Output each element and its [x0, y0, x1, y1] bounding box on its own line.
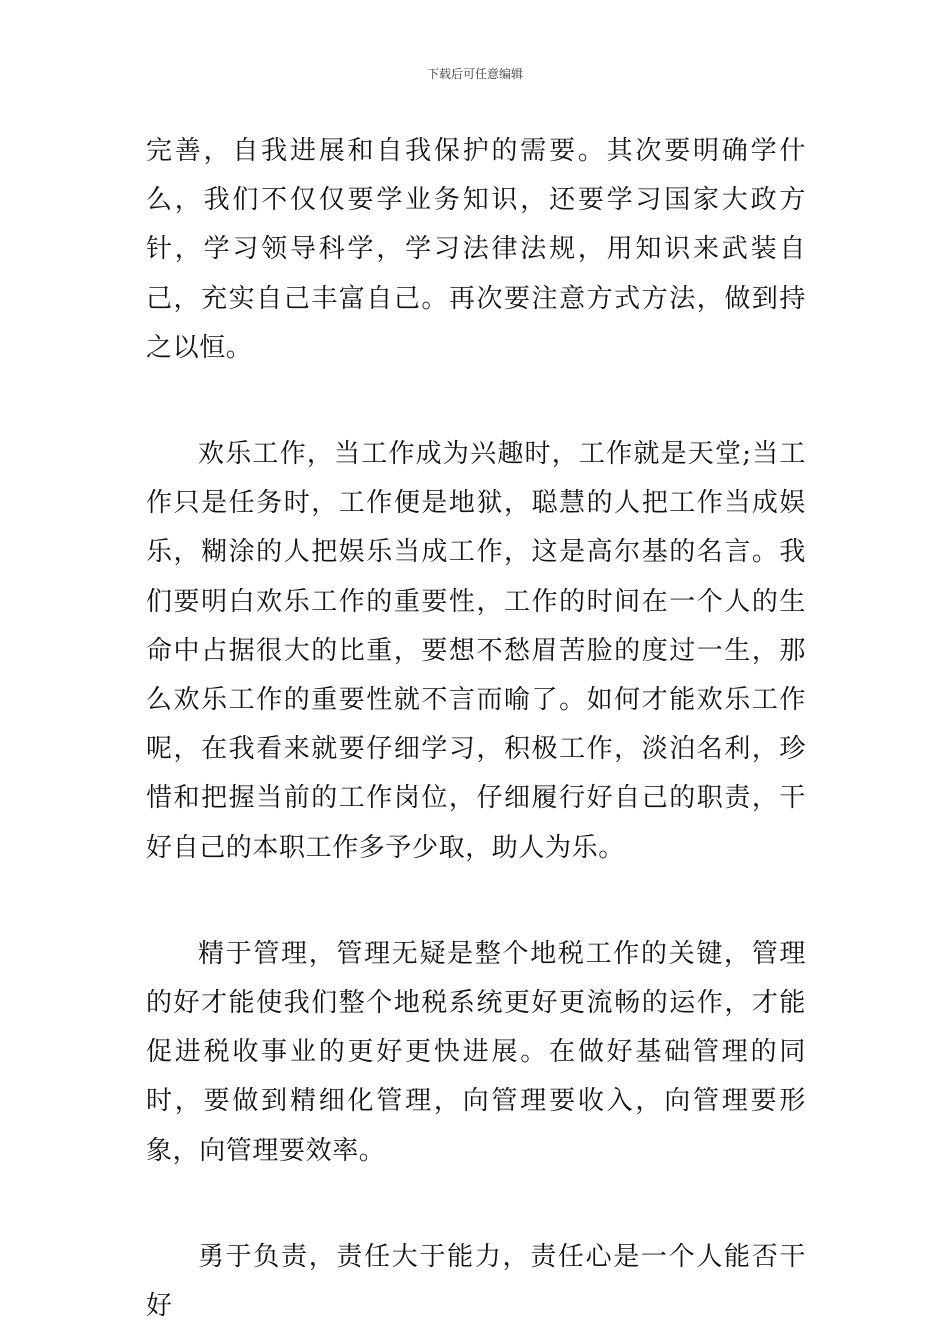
- page-header: 下载后可任意编辑: [426, 67, 523, 81]
- paragraph-1: 完善，自我进展和自我保护的需要。其次要明确学什么，我们不仅仅要学业务知识，还要学习国家大政方针，学习领导科学，学习法律法规，用知识来武装自己，充实自己丰富自己。再次要注意方式方法，做到持之以恒。: [146, 136, 806, 363]
- paragraph-3: 精于管理，管理无疑是整个地税工作的关键，管理的好才能使我们整个地税系统更好更流畅的运作，才能促进税收事业的更好更快进展。在做好基础管理的同时，要做到精细化管理，向管理要收入，向管理要形象，向管理要效率。: [146, 938, 806, 1166]
- paragraph-2: 欢乐工作，当工作成为兴趣时，工作就是天堂;当工作只是任务时，工作便是地狱，聪慧的人把工作当成娱乐，糊涂的人把娱乐当成工作，这是高尔基的名言。我们要明白欢乐工作的重要性，工作的时间在一个人的生命中占据很大的比重，要想不愁眉苦脸的度过一生，那么欢乐工作的重要性就不言而喻了。如何才能欢乐工作呢，在我看来就要仔细学习，积极工作，淡泊名利，珍惜和把握当前的工作岗位，仔细履行好自己的职责，干好自己的本职工作多予少取，助人为乐。: [146, 439, 806, 863]
- paragraph-4: 勇于负责，责任大于能力，责任心是一个人能否干好: [146, 1241, 806, 1322]
- document-body: [146, 127, 806, 1331]
- paragraph-spacer: [146, 873, 806, 930]
- paragraph-spacer: [146, 1176, 806, 1233]
- paragraph-spacer: [146, 373, 806, 430]
